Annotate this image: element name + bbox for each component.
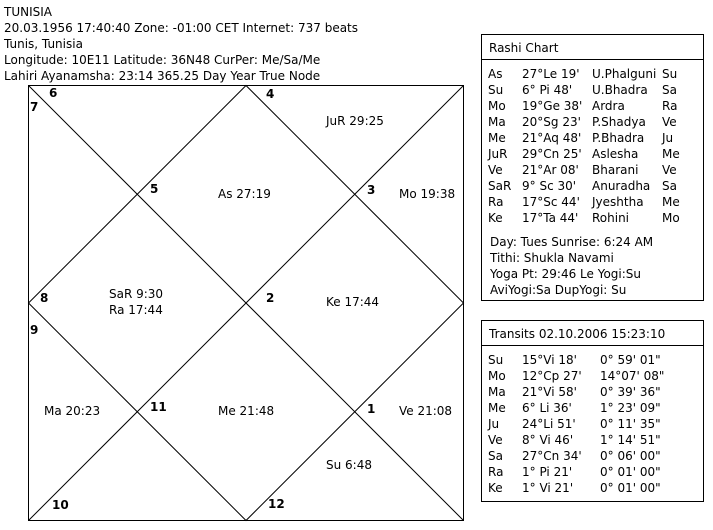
transit-planet: Ke <box>488 481 503 495</box>
transits-title: Transits 02.10.2006 15:23:10 <box>489 327 666 341</box>
house-number-1: 1 <box>367 402 376 416</box>
rashi-longitude: 9° Sc 30' <box>522 179 577 193</box>
rashi-planet: Ve <box>488 163 503 177</box>
rashi-longitude: 20°Sg 23' <box>522 115 581 129</box>
transits-panel <box>481 320 704 502</box>
transit-planet: Su <box>488 353 504 367</box>
rashi-lord: Mo <box>662 211 680 225</box>
rashi-nakshatra: P.Shadya <box>592 115 646 129</box>
transit-motion: 1° 23' 09" <box>600 401 661 415</box>
rashi-longitude: 21°Aq 48' <box>522 131 582 145</box>
planet-jupiter: JuR 29:25 <box>326 114 384 128</box>
house-number-2: 2 <box>266 291 275 305</box>
rashi-longitude: 19°Ge 38' <box>522 99 583 113</box>
transit-motion: 0° 06' 00" <box>600 449 661 463</box>
transit-motion: 1° 14' 51" <box>600 433 661 447</box>
rashi-planet: Ma <box>488 115 506 129</box>
transit-planet: Sa <box>488 449 503 463</box>
planet-mercury: Me 21:48 <box>218 404 275 418</box>
rashi-lord: Ra <box>662 99 678 113</box>
planet-rahu: Ra 17:44 <box>109 303 163 317</box>
rashi-nakshatra: Anuradha <box>592 179 651 193</box>
rashi-longitude: 6° Pi 48' <box>522 83 573 97</box>
avi-yogi: AviYogi:Sa DupYogi: Su <box>490 283 627 297</box>
transit-motion: 0° 11' 35" <box>600 417 661 431</box>
transit-planet: Me <box>488 401 506 415</box>
transit-motion: 0° 59' 01" <box>600 353 661 367</box>
birth-datetime: 20.03.1956 17:40:40 Zone: -01:00 CET Internet: 737 beats <box>4 21 359 35</box>
planet-saturn: SaR 9:30 <box>109 287 164 301</box>
transit-longitude: 1° Pi 21' <box>522 465 573 479</box>
day-sunrise: Day: Tues Sunrise: 6:24 AM <box>490 235 654 249</box>
transit-longitude: 1° Vi 21' <box>522 481 574 495</box>
planet-venus: Ve 21:08 <box>399 404 453 418</box>
rashi-lord: Ve <box>662 115 677 129</box>
house-number-10: 10 <box>52 498 69 512</box>
rashi-nakshatra: Rohini <box>592 211 630 225</box>
house-number-8: 8 <box>40 291 49 305</box>
house-number-12: 12 <box>268 497 285 511</box>
coordinates-line: Longitude: 10E11 Latitude: 36N48 CurPer: Me/Sa/Me <box>4 53 321 67</box>
tithi: Tithi: Shukla Navami <box>490 251 614 265</box>
planet-ascendant: As 27:19 <box>218 187 271 201</box>
transit-planet: Ju <box>488 417 500 431</box>
rashi-longitude: 17°Sc 44' <box>522 195 580 209</box>
rashi-divider <box>482 59 703 60</box>
rashi-planet: JuR <box>488 147 508 161</box>
rashi-longitude: 27°Le 19' <box>522 67 580 81</box>
transit-planet: Ma <box>488 385 506 399</box>
rashi-planet: Su <box>488 83 504 97</box>
planet-moon: Mo 19:38 <box>399 187 456 201</box>
house-number-7: 7 <box>30 100 39 114</box>
house-number-9: 9 <box>30 323 39 337</box>
ayanamsha-line: Lahiri Ayanamsha: 23:14 365.25 Day Year True Node <box>4 69 321 83</box>
transit-longitude: 21°Vi 58' <box>522 385 577 399</box>
planet-mars: Ma 20:23 <box>44 404 101 418</box>
rashi-lord: Me <box>662 195 680 209</box>
rashi-planet: Ke <box>488 211 503 225</box>
transit-longitude: 6° Li 36' <box>522 401 572 415</box>
chart-name: TUNISIA <box>4 5 52 19</box>
transit-motion: 0° 01' 00" <box>600 465 661 479</box>
rashi-nakshatra: Ardra <box>592 99 625 113</box>
transit-motion: 0° 39' 36" <box>600 385 661 399</box>
transit-planet: Ve <box>488 433 503 447</box>
rashi-nakshatra: P.Bhadra <box>592 131 645 145</box>
transit-planet: Ra <box>488 465 504 479</box>
rashi-lord: Sa <box>662 83 677 97</box>
rashi-planet: Mo <box>488 99 506 113</box>
transit-planet: Mo <box>488 369 506 383</box>
transit-longitude: 15°Vi 18' <box>522 353 577 367</box>
rashi-planet: SaR <box>488 179 512 193</box>
rashi-nakshatra: U.Bhadra <box>592 83 648 97</box>
house-number-6: 6 <box>49 86 58 100</box>
planet-sun: Su 6:48 <box>326 458 372 472</box>
house-number-5: 5 <box>150 182 159 196</box>
transit-longitude: 24°Li 51' <box>522 417 576 431</box>
rashi-planet: Ra <box>488 195 504 209</box>
transit-motion: 14°07' 08" <box>600 369 665 383</box>
transit-motion: 0° 01' 00" <box>600 481 661 495</box>
house-number-11: 11 <box>150 400 167 414</box>
birth-place: Tunis, Tunisia <box>4 37 83 51</box>
transit-longitude: 12°Cp 27' <box>522 369 582 383</box>
rashi-nakshatra: Aslesha <box>592 147 639 161</box>
rashi-longitude: 21°Ar 08' <box>522 163 579 177</box>
rashi-chart-panel <box>481 34 704 301</box>
yoga-point: Yoga Pt: 29:46 Le Yogi:Su <box>490 267 642 281</box>
rashi-nakshatra: Jyeshtha <box>592 195 644 209</box>
rashi-planet: Me <box>488 131 506 145</box>
rashi-nakshatra: U.Phalguni <box>592 67 657 81</box>
house-number-4: 4 <box>266 87 275 101</box>
rashi-longitude: 29°Cn 25' <box>522 147 582 161</box>
transit-longitude: 27°Cn 34' <box>522 449 582 463</box>
rashi-lord: Me <box>662 147 680 161</box>
transits-divider <box>482 345 703 346</box>
rashi-lord: Ve <box>662 163 677 177</box>
rashi-lord: Sa <box>662 179 677 193</box>
rashi-lord: Ju <box>662 131 674 145</box>
rashi-nakshatra: Bharani <box>592 163 639 177</box>
rashi-longitude: 17°Ta 44' <box>522 211 579 225</box>
transit-longitude: 8° Vi 46' <box>522 433 574 447</box>
rashi-planet: As <box>488 67 503 81</box>
rashi-lord: Su <box>662 67 678 81</box>
rashi-chart-title: Rashi Chart <box>489 41 559 55</box>
house-number-3: 3 <box>367 183 376 197</box>
planet-ketu: Ke 17:44 <box>326 295 380 309</box>
